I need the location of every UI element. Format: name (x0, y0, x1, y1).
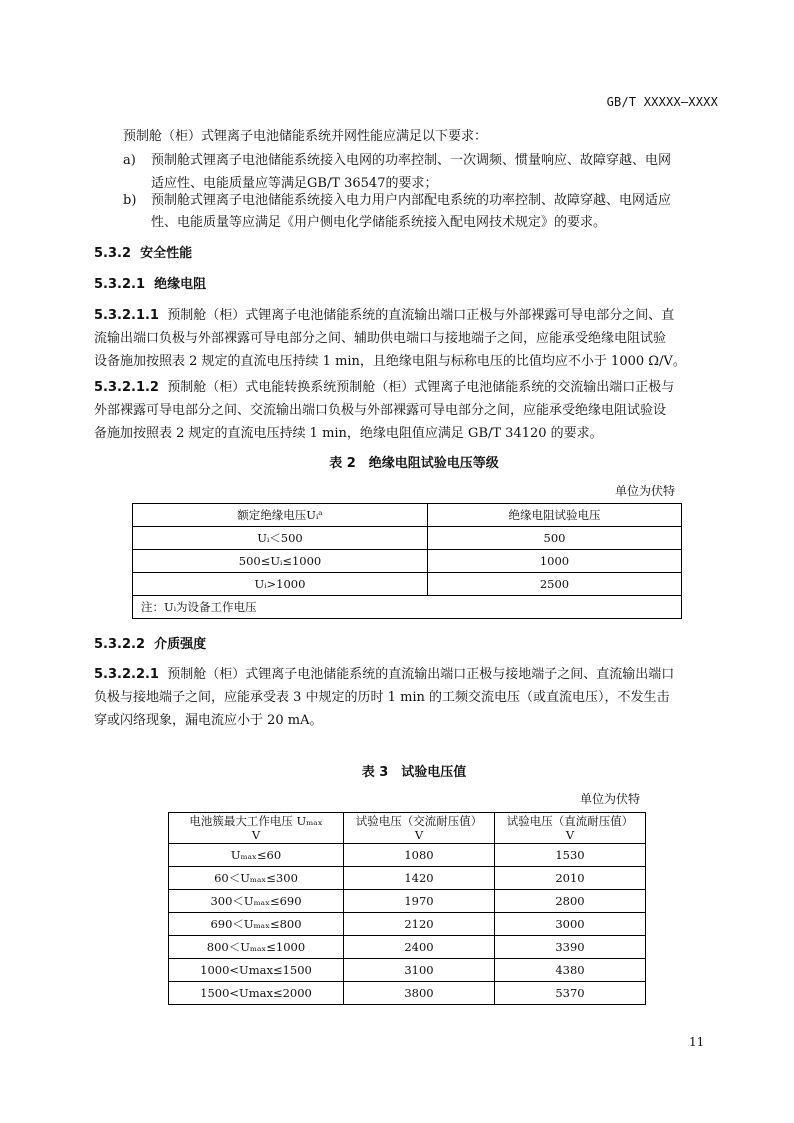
table-cell: 2120 (344, 913, 495, 936)
table-header-row (169, 813, 646, 844)
paragraph-number: 5.3.2.2.1 (94, 667, 159, 682)
paragraph-5-3-2-2-1 (94, 663, 734, 732)
page-number: 11 (689, 1035, 705, 1049)
section-heading-5-3-2-2 (94, 633, 206, 656)
table-note: 注：Uᵢ为设备工作电压 (133, 596, 682, 619)
table-cell: 4380 (495, 959, 646, 982)
table-cell: 1000<Umax≤1500 (169, 959, 344, 982)
paragraph-number: 5.3.2.1.1 (94, 308, 159, 323)
header-line: 试验电压（交流耐压值） (355, 814, 483, 828)
column-header (169, 813, 344, 844)
table-cell: 1970 (344, 890, 495, 913)
table-cell: 1080 (344, 844, 495, 867)
table-cell: 2010 (495, 867, 646, 890)
table-cell: 3800 (344, 982, 495, 1005)
table3-caption: 表 3 试验电压值 (361, 765, 467, 780)
item-a-line2: 适应性、电能质量应等满足GB/T 36547的要求； (151, 176, 438, 191)
header-unit: V (565, 828, 575, 842)
table-cell: 1530 (495, 844, 646, 867)
table-row (133, 550, 682, 573)
document-code: GB/T XXXXX—XXXX (606, 95, 718, 109)
paragraph-line: 流输出端口负极与外部裸露可导电部分之间、辅助供电端口与接地端子之间，应能承受绝缘电阻试验 (94, 331, 667, 346)
item-b-line2: 性、电能质量等应满足《用户侧电化学储能系统接入配电网技术规定》的要求。 (151, 215, 607, 230)
column-header (344, 813, 495, 844)
table-cell: 800＜Uₘₐₓ≤1000 (169, 936, 344, 959)
table-row (169, 867, 646, 890)
column-header: 绝缘电阻试验电压 (428, 504, 682, 527)
column-header: 额定绝缘电压Uᵢᵃ (133, 504, 428, 527)
table3-unit: 单位为伏特 (579, 792, 640, 806)
section-title: 介质强度 (154, 637, 207, 652)
section-heading-5-3-2 (94, 242, 192, 265)
table-cell: 60＜Uₘₐₓ≤300 (169, 867, 344, 890)
paragraph-line: 负极与接地端子之间，应能承受表 3 中规定的历时 1 min 的工频交流电压（或直流电压），不发生击 (94, 690, 670, 705)
paragraph-line: 备施加按照表 2 规定的直流电压持续 1 min，绝缘电阻值应满足 GB/T 34120 的要求。 (94, 426, 603, 441)
table-cell: 690＜Uₘₐₓ≤800 (169, 913, 344, 936)
paragraph-number: 5.3.2.1.2 (94, 380, 159, 395)
table-note-row (133, 596, 682, 619)
section-number: 5.3.2 (94, 246, 132, 261)
table-cell: 300＜Uₘₐₓ≤690 (169, 890, 344, 913)
table-header-row (133, 504, 682, 527)
section-title: 安全性能 (140, 246, 193, 261)
table-row (169, 844, 646, 867)
table-cell: 1420 (344, 867, 495, 890)
section-number: 5.3.2.1 (94, 277, 145, 292)
table-cell: 5370 (495, 982, 646, 1005)
section-heading-5-3-2-1 (94, 273, 206, 296)
table-row (169, 982, 646, 1005)
paragraph-line: 设备施加按照表 2 规定的直流电压持续 1 min，且绝缘电阻与标称电压的比值均应不小于 1000 Ω/V。 (94, 354, 686, 369)
table-row (133, 573, 682, 596)
table-cell: 3100 (344, 959, 495, 982)
intro-lead: 预制舱（柜）式锂离子电池储能系统并网性能应满足以下要求： (123, 129, 488, 144)
table-cell: 1500<Umax≤2000 (169, 982, 344, 1005)
paragraph-line: 外部裸露可导电部分之间、交流输出端口负极与外部裸露可导电部分之间，应能承受绝缘电阻试验设 (94, 403, 667, 418)
table-cell: Uₘₐₓ≤60 (169, 844, 344, 867)
header-unit: V (251, 828, 261, 842)
paragraph-5-3-2-1-2 (94, 376, 734, 445)
table-cell: 2800 (495, 890, 646, 913)
table2-unit: 单位为伏特 (614, 484, 675, 498)
table-cell: Uᵢ>1000 (133, 573, 428, 596)
table-cell: 500 (428, 527, 682, 550)
table-cell: 3000 (495, 913, 646, 936)
table-row (169, 890, 646, 913)
item-b-line1: 预制舱式锂离子电池储能系统接入电力用户内部配电系统的功率控制、故障穿越、电网适应 (151, 193, 672, 208)
paragraph-line: 预制舱（柜）式电能转换系统预制舱（柜）式锂离子电池储能系统的交流输出端口正极与 (167, 380, 675, 395)
header-unit: V (414, 828, 424, 842)
list-marker-a: a) (123, 153, 136, 168)
table-cell: 2400 (344, 936, 495, 959)
paragraph-line: 预制舱（柜）式锂离子电池储能系统的直流输出端口正极与外部裸露可导电部分之间、直 (167, 308, 675, 323)
paragraph-5-3-2-1-1 (94, 304, 734, 373)
table-row (169, 913, 646, 936)
paragraph-line: 预制舱（柜）式锂离子电池储能系统的直流输出端口正极与接地端子之间、直流输出端口 (167, 667, 675, 682)
table-row (169, 936, 646, 959)
section-title: 绝缘电阻 (154, 277, 207, 292)
header-line: 试验电压（直流耐压值） (506, 814, 634, 828)
table-cell: 3390 (495, 936, 646, 959)
table-row (169, 959, 646, 982)
header-line: 电池簇最大工作电压 Uₘₐₓ (189, 814, 323, 828)
table2-caption: 表 2 绝缘电阻试验电压等级 (329, 456, 499, 471)
table-cell: 500≤Uᵢ≤1000 (133, 550, 428, 573)
table-cell: 2500 (428, 573, 682, 596)
table-row (133, 527, 682, 550)
table2 (132, 503, 682, 619)
paragraph-line: 穿或闪络现象，漏电流应小于 20 mA。 (94, 713, 323, 728)
column-header (495, 813, 646, 844)
table3 (168, 812, 646, 1005)
item-a-line1: 预制舱式锂离子电池储能系统接入电网的功率控制、一次调频、惯量响应、故障穿越、电网 (151, 153, 672, 168)
list-marker-b: b) (123, 193, 137, 208)
table-cell: Uᵢ＜500 (133, 527, 428, 550)
section-number: 5.3.2.2 (94, 637, 145, 652)
table-cell: 1000 (428, 550, 682, 573)
